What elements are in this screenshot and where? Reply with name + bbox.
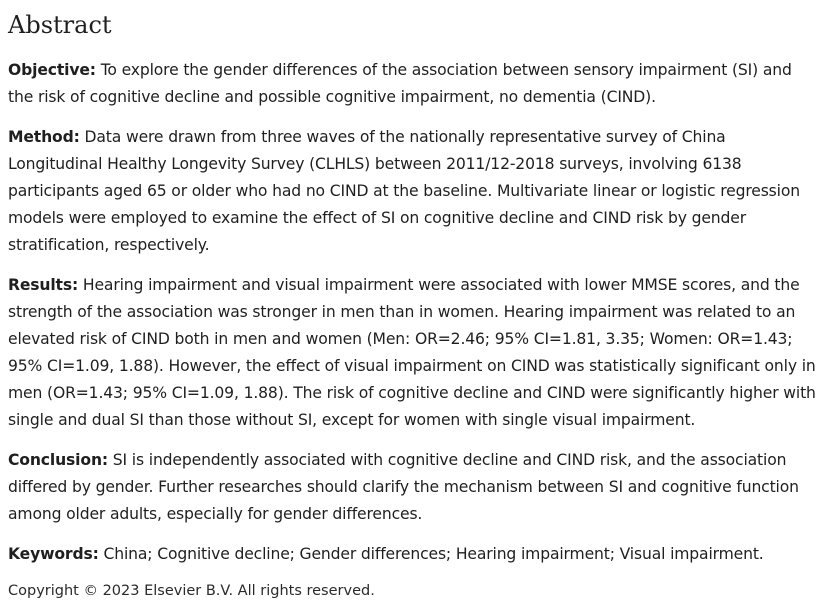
method-label: Method: bbox=[8, 128, 80, 146]
keywords-text: China; Cognitive decline; Gender differences; Hearing impairment; Visual impairment. bbox=[103, 545, 764, 563]
copyright-notice: Copyright © 2023 Elsevier B.V. All rights reserved. bbox=[8, 583, 375, 599]
method-text: Data were drawn from three waves of the nationally representative survey of China Longitudinal Healthy Longevity Survey (CLHLS) between 2011/12-2018 surveys, involving 6138 participants aged 65 or older who had no CIND at the baseline. Multivariate linear or logistic regression models were employed to examine the effect of SI on cognitive decline and CIND risk by gender stratification, respectively. bbox=[8, 128, 800, 254]
conclusion-text: SI is independently associated with cognitive decline and CIND risk, and the association differed by gender. Further researches should clarify the mechanism between SI and cognitive function among older adults, especially for gender differences. bbox=[8, 451, 799, 523]
results-label: Results: bbox=[8, 276, 79, 294]
objective-text: To explore the gender differences of the association between sensory impairment (SI) and the risk of cognitive decline and possible cognitive impairment, no dementia (CIND). bbox=[8, 61, 792, 106]
results-paragraph bbox=[8, 272, 821, 434]
conclusion-label: Conclusion: bbox=[8, 451, 108, 469]
abstract-section bbox=[8, 8, 821, 601]
method-paragraph bbox=[8, 124, 821, 259]
results-text: Hearing impairment and visual impairment were associated with lower MMSE scores, and the strength of the association was stronger in men than in women. Hearing impairment was related to an elevated risk of CIND both in men and women (Men: OR=2.46; 95% CI=1.81, 3.35; Women: OR=1.43; 95% CI=1.09, 1.88). However, the effect of visual impairment on CIND was statistically significant only in men (OR=1.43; 95% CI=1.09, 1.88). The risk of cognitive decline and CIND were significantly higher with single and dual SI than those without SI, except for women with single visual impairment. bbox=[8, 276, 816, 429]
abstract-title: Abstract bbox=[8, 11, 112, 39]
objective-label: Objective: bbox=[8, 61, 96, 79]
keywords-paragraph bbox=[8, 541, 821, 568]
conclusion-paragraph bbox=[8, 447, 821, 528]
objective-paragraph bbox=[8, 57, 821, 111]
keywords-label: Keywords: bbox=[8, 545, 99, 563]
